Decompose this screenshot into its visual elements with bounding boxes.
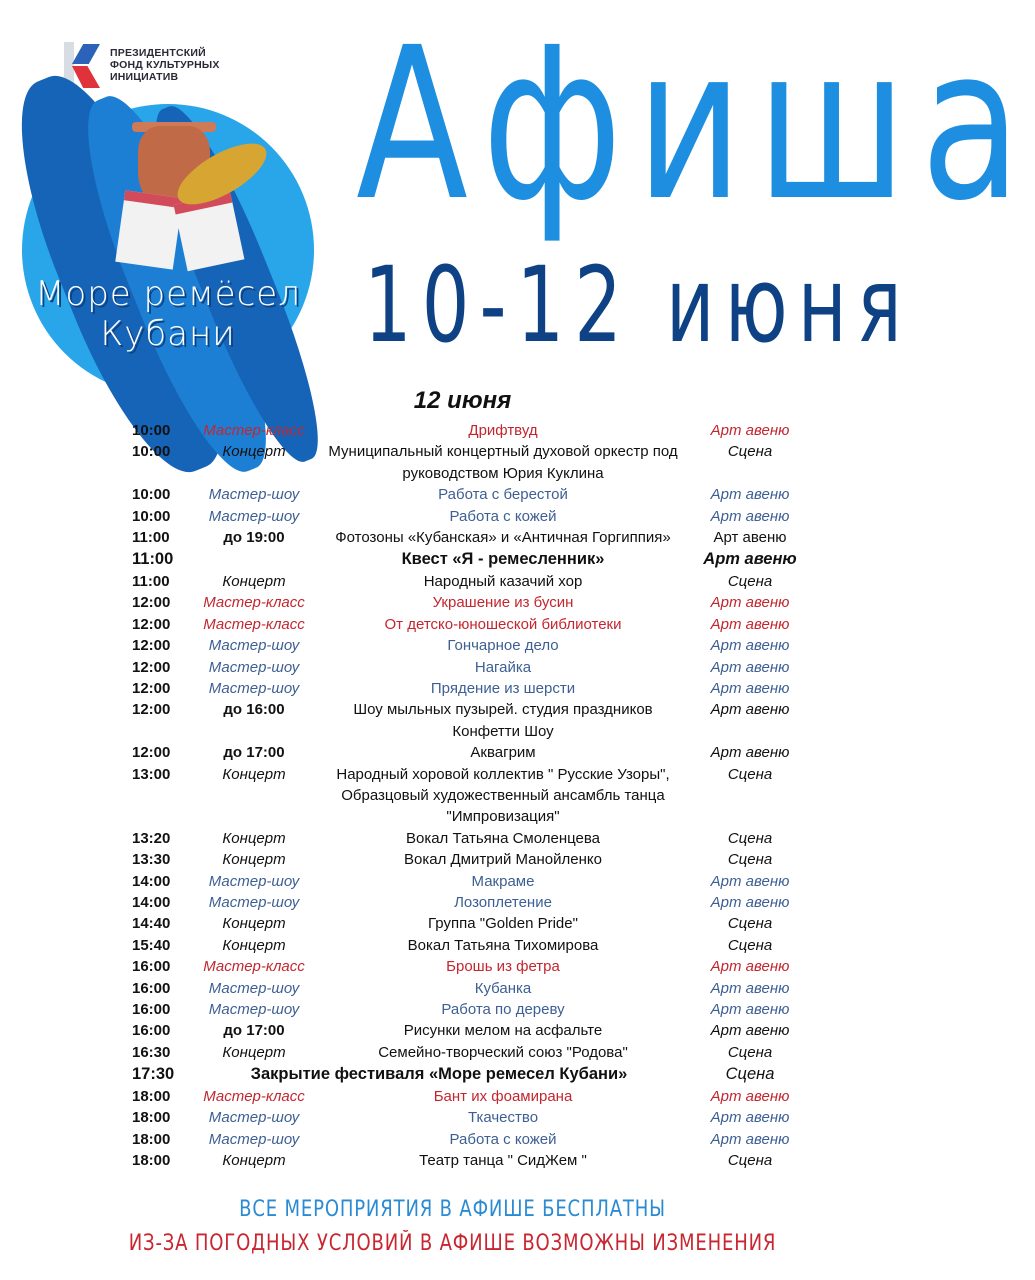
event-venue: Арт авеню — [710, 979, 790, 997]
event-title: Рисунки мелом на асфальте — [403, 1022, 603, 1040]
sponsor-name — [110, 47, 220, 83]
event-type: Концерт — [222, 851, 286, 869]
event-time: 11:00 — [132, 529, 170, 547]
event-type: Мастер-класс — [203, 958, 305, 976]
event-venue: Сцена — [727, 851, 773, 869]
event-time: 14:00 — [132, 872, 171, 890]
event-type: Концерт — [222, 765, 286, 783]
event-time: 16:00 — [132, 1022, 171, 1040]
event-venue: Арт авеню — [710, 679, 790, 697]
event-title: Дрифтвуд — [468, 422, 538, 439]
schedule-row — [132, 571, 812, 592]
schedule-row — [132, 420, 812, 441]
schedule-row — [132, 592, 812, 613]
event-time: 14:00 — [132, 894, 171, 912]
schedule-row — [132, 764, 812, 828]
event-time: 12:00 — [132, 744, 171, 762]
event-venue: Сцена — [727, 572, 773, 590]
event-time: 18:00 — [132, 1109, 171, 1127]
sponsor-logo — [60, 40, 220, 90]
schedule-row — [132, 1086, 812, 1107]
event-title: Бант их фоамирана — [433, 1087, 573, 1105]
event-venue: Сцена — [725, 1065, 775, 1084]
event-type: Мастер-шоу — [208, 1001, 300, 1019]
schedule-row — [132, 484, 812, 505]
event-time: 13:20 — [132, 829, 171, 847]
event-time: 13:00 — [132, 765, 171, 783]
event-venue: Арт авеню — [710, 658, 790, 676]
event-type: Мастер-класс — [203, 594, 305, 612]
event-venue: Арт авеню — [710, 872, 790, 890]
event-venue: Сцена — [727, 936, 773, 954]
event-venue: Арт авеню — [703, 550, 797, 569]
schedule-row — [132, 678, 812, 699]
event-time: 18:00 — [132, 1152, 171, 1169]
event-title: Лозоплетение — [454, 894, 552, 912]
schedule-row — [132, 742, 812, 763]
event-time: 12:00 — [132, 594, 171, 612]
event-venue: Сцена — [727, 1043, 773, 1061]
event-title: Закрытие фестиваля «Море ремесел Кубани» — [250, 1065, 628, 1084]
event-title: Аквагрим — [470, 744, 536, 762]
event-title: Квест «Я - ремесленник» — [401, 550, 605, 569]
schedule-row — [132, 999, 812, 1020]
event-time: 17:30 — [132, 1065, 175, 1084]
event-type: Мастер-шоу — [208, 1109, 300, 1127]
schedule-row — [132, 913, 812, 934]
festival-logo-line1: Море ремёсел — [35, 274, 301, 314]
event-venue: Сцена — [727, 1152, 773, 1169]
event-type: Мастер-класс — [203, 1087, 305, 1105]
event-title: Кубанка — [474, 979, 532, 997]
festival-logo — [22, 104, 314, 396]
event-time: 12:00 — [132, 658, 171, 676]
event-type: Концерт — [222, 1152, 286, 1169]
event-title: Ткачество — [467, 1109, 539, 1127]
event-time: 12:00 — [132, 637, 171, 655]
schedule-row — [132, 441, 812, 484]
date-range: 10-12 июня — [364, 244, 912, 366]
schedule-row — [132, 506, 812, 527]
event-type: до 16:00 — [223, 701, 285, 719]
event-venue: Арт авеню — [710, 894, 790, 912]
event-title: Шоу мыльных пузырей. студия праздников Конфетти Шоу — [353, 701, 653, 740]
sponsor-line: ФОНД КУЛЬТУРНЫХ — [110, 59, 220, 71]
schedule-row — [132, 614, 812, 635]
free-events-notice: ВСЕ МЕРОПРИЯТИЯ В АФИШЕ БЕСПЛАТНЫ — [239, 1197, 666, 1222]
event-type: Мастер-шоу — [208, 979, 300, 997]
schedule-row — [132, 1150, 812, 1171]
schedule-row — [132, 1020, 812, 1041]
event-venue: Арт авеню — [710, 744, 790, 762]
event-time: 18:00 — [132, 1130, 171, 1148]
event-venue: Арт авеню — [710, 594, 790, 612]
event-time: 12:00 — [132, 701, 171, 719]
event-title: Муниципальный концертный духовой оркестр под руководством Юрия Куклина — [328, 443, 678, 482]
schedule-row — [132, 1107, 812, 1128]
event-venue: Арт авеню — [710, 486, 790, 504]
schedule-table — [132, 420, 812, 1171]
event-time: 10:00 — [132, 507, 171, 525]
event-venue: Арт авеню — [710, 1087, 790, 1105]
event-venue: Арт авеню — [710, 958, 790, 976]
schedule-row — [132, 548, 812, 571]
event-venue: Сцена — [727, 829, 773, 847]
event-title: Семейно-творческий союз "Родова" — [378, 1043, 628, 1061]
event-title: Фотозоны «Кубанская» и «Античная Горгиппия» — [335, 529, 671, 547]
event-venue: Арт авеню — [710, 1022, 790, 1040]
event-title: Народный хоровой коллектив " Русские Узоры", Образцовый художественный ансамбль танца "Импровизация" — [336, 765, 670, 826]
event-venue: Сцена — [727, 443, 773, 461]
weather-notice: ИЗ-ЗА ПОГОДНЫХ УСЛОВИЙ В АФИШЕ ВОЗМОЖНЫ ИЗМЕНЕНИЯ — [128, 1231, 777, 1256]
event-time: 16:00 — [132, 1001, 171, 1019]
event-title: Украшение из бусин — [432, 594, 574, 612]
event-type: Мастер-шоу — [208, 679, 300, 697]
schedule-row — [132, 1042, 812, 1063]
day-heading: 12 июня — [413, 387, 512, 414]
event-title: Работа с берестой — [438, 486, 568, 504]
event-title: Группа "Golden Pride" — [428, 915, 578, 933]
event-venue: Арт авеню — [710, 422, 790, 439]
event-time: 18:00 — [132, 1087, 171, 1105]
schedule-row — [132, 1063, 812, 1086]
event-type: Мастер-шоу — [208, 1130, 300, 1148]
event-venue: Арт авеню — [710, 701, 790, 719]
schedule-row — [132, 892, 812, 913]
event-title: Гончарное дело — [447, 637, 559, 655]
event-venue: Арт авеню — [710, 1130, 790, 1148]
schedule-row — [132, 871, 812, 892]
event-venue: Сцена — [727, 765, 773, 783]
towel-icon — [115, 190, 182, 269]
event-time: 10:00 — [132, 486, 171, 504]
event-time: 11:00 — [132, 550, 174, 569]
event-time: 15:40 — [132, 936, 171, 954]
event-type: Мастер-шоу — [208, 894, 300, 912]
event-venue: Сцена — [727, 915, 773, 933]
schedule-row — [132, 828, 812, 849]
schedule-row — [132, 978, 812, 999]
event-type — [190, 548, 318, 571]
schedule-row — [132, 657, 812, 678]
event-title: Брошь из фетра — [446, 958, 560, 976]
event-title: Театр танца " СидЖем " — [419, 1152, 587, 1169]
event-type: до 19:00 — [223, 529, 285, 547]
schedule-row — [132, 956, 812, 977]
event-title: Работа с кожей — [449, 507, 557, 525]
event-time: 16:00 — [132, 979, 171, 997]
schedule-row — [132, 699, 812, 742]
event-type: Концерт — [222, 915, 286, 933]
event-type: до 17:00 — [223, 744, 285, 762]
event-type: Мастер-класс — [203, 422, 305, 439]
event-type: Концерт — [222, 572, 286, 590]
event-time: 13:30 — [132, 851, 171, 869]
event-venue: Арт авеню — [713, 529, 787, 547]
event-title: Вокал Татьяна Смоленцева — [405, 829, 601, 847]
event-title: Макраме — [471, 872, 535, 890]
event-venue: Арт авеню — [710, 1001, 790, 1019]
event-type: Мастер-шоу — [208, 658, 300, 676]
schedule-row — [132, 1129, 812, 1150]
event-time: 11:00 — [132, 572, 170, 590]
event-venue: Арт авеню — [710, 615, 790, 633]
event-title: Нагайка — [474, 658, 532, 676]
event-title: Вокал Татьяна Тихомирова — [407, 936, 599, 954]
event-time: 10:00 — [132, 443, 171, 461]
event-type: Концерт — [222, 829, 286, 847]
event-type: Мастер-класс — [203, 615, 305, 633]
schedule-row — [132, 935, 812, 956]
event-type: Мастер-шоу — [208, 486, 300, 504]
festival-logo-title — [22, 274, 314, 354]
event-title: Работа с кожей — [449, 1130, 557, 1148]
event-type: Концерт — [222, 936, 286, 954]
event-time: 14:40 — [132, 915, 171, 933]
event-type: Концерт — [222, 443, 286, 461]
festival-logo-line2: Кубани — [100, 314, 236, 354]
schedule-row — [132, 849, 812, 870]
event-time: 10:00 — [132, 422, 171, 439]
event-title: Вокал Дмитрий Манойленко — [404, 851, 602, 869]
schedule-row — [132, 635, 812, 656]
event-venue: Арт авеню — [710, 1109, 790, 1127]
event-time: 16:30 — [132, 1043, 171, 1061]
sponsor-line: ИНИЦИАТИВ — [110, 71, 179, 83]
event-time: 16:00 — [132, 958, 171, 976]
event-title: От детско-юношеской библиотеки — [384, 615, 622, 633]
event-type: Мастер-шоу — [208, 872, 300, 890]
event-title: Народный казачий хор — [423, 572, 583, 590]
event-title: Работа по дереву — [441, 1001, 565, 1019]
event-type: до 17:00 — [223, 1022, 285, 1040]
event-type: Концерт — [222, 1043, 286, 1061]
event-title: Прядение из шерсти — [430, 679, 576, 697]
page-title: Афиша — [356, 2, 1035, 247]
event-time: 12:00 — [132, 679, 171, 697]
event-time: 12:00 — [132, 615, 171, 633]
sponsor-line: ПРЕЗИДЕНТСКИЙ — [110, 47, 206, 59]
event-type: Мастер-шоу — [208, 507, 300, 525]
event-venue: Арт авеню — [710, 507, 790, 525]
event-type: Мастер-шоу — [208, 637, 300, 655]
event-venue: Арт авеню — [710, 637, 790, 655]
schedule-row — [132, 527, 812, 548]
